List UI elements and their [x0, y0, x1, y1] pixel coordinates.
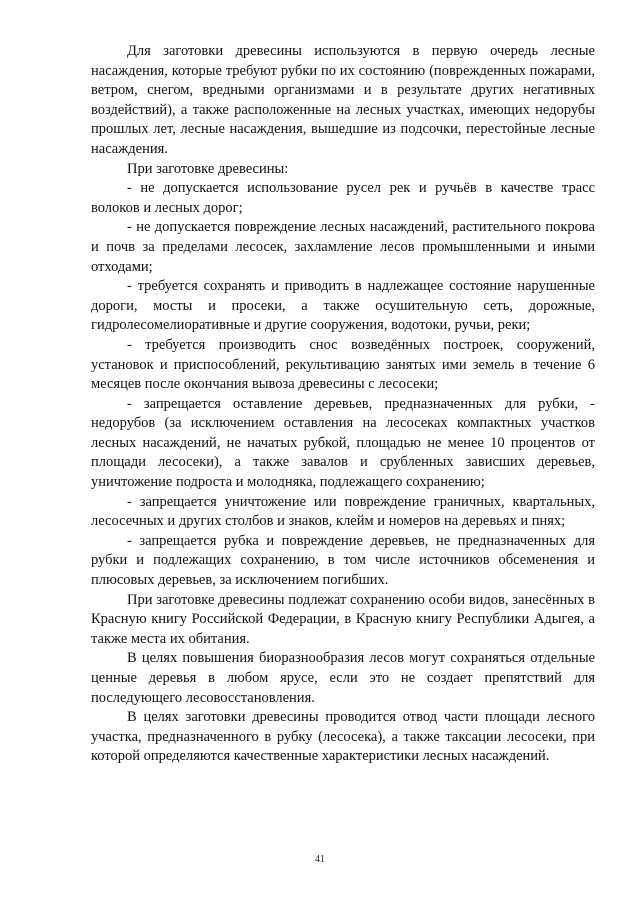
list-item-protected-trees: - запрещается рубка и повреждение деревьев, не предназначенных для рубки и подлежащих сохранению, в том числе источников обсеменения и плюсовых деревьев, за исключением погибших. [91, 532, 595, 589]
paragraph-allotment: В целях заготовки древесины проводится отвод части площади лесного участка, предназначенного в рубку (лесосека), а также таксации лесосеки, при которой определяются качественные характеристики лесных насаждений. [91, 709, 595, 765]
paragraph-red-book: При заготовке древесины подлежат сохранению особи видов, занесённых в Красную книгу Российской Федерации, в Красную книгу Республики Адыгея, а также места их обитания. [91, 591, 595, 647]
list-item-demolition: - требуется производить снос возведённых построек, сооружений, установок и приспособлений, рекультивацию занятых ими земель в течение 6 месяцев после окончания вывоза древесины с лесосеки; [91, 336, 595, 393]
paragraph-intro: Для заготовки древесины используются в первую очередь лесные насаждения, которые требуют рубки по их состоянию (поврежденных пожарами, ветром, снегом, вредными организмами и в результате других негативных воздействий), а также расположенные на лесных участках, имеющих недорубы прошлых лет, лесные насаждения, вышедшие из подсочки, перестойные лесные насаждения. [91, 43, 595, 157]
list-item-damage: - не допускается повреждение лесных насаждений, растительного покрова и почв за пределами лесосек, захламление лесов промышленными и иными отходами; [91, 219, 595, 275]
list-item-markers: - запрещается уничтожение или повреждение граничных, квартальных, лесосечных и других столбов и знаков, клейм и номеров на деревьях и пнях; [91, 493, 595, 530]
page-number: 41 [315, 854, 325, 865]
document-body [91, 42, 595, 767]
list-item-roads: - требуется сохранять и приводить в надлежащее состояние нарушенные дороги, мосты и просеки, а также осушительную сеть, дорожные, гидролесомелиоративные и другие сооружения, водотоки, ручьи, реки; [91, 278, 595, 334]
list-item-riverbeds: - не допускается использование русел рек и ручьёв в качестве трасс волоков и лесных дорог; [91, 180, 595, 216]
paragraph-biodiversity: В целях повышения биоразнообразия лесов могут сохраняться отдельные ценные деревья в любом ярусе, если это не создает препятствий для последующего лесовосстановления. [91, 650, 595, 706]
paragraph-harvest-heading: При заготовке древесины: [127, 160, 289, 177]
list-item-trees-left: - запрещается оставление деревьев, предназначенных для рубки, - недорубов (за исключением оставления на лесосеках компактных участков лесных насаждений, не начатых рубкой, площадью не менее 10 процентов от площади лесосеки), а также завалов и срубленных зависших деревьев, уничтожение подроста и молодняка, подлежащего сохранению; [91, 395, 595, 491]
